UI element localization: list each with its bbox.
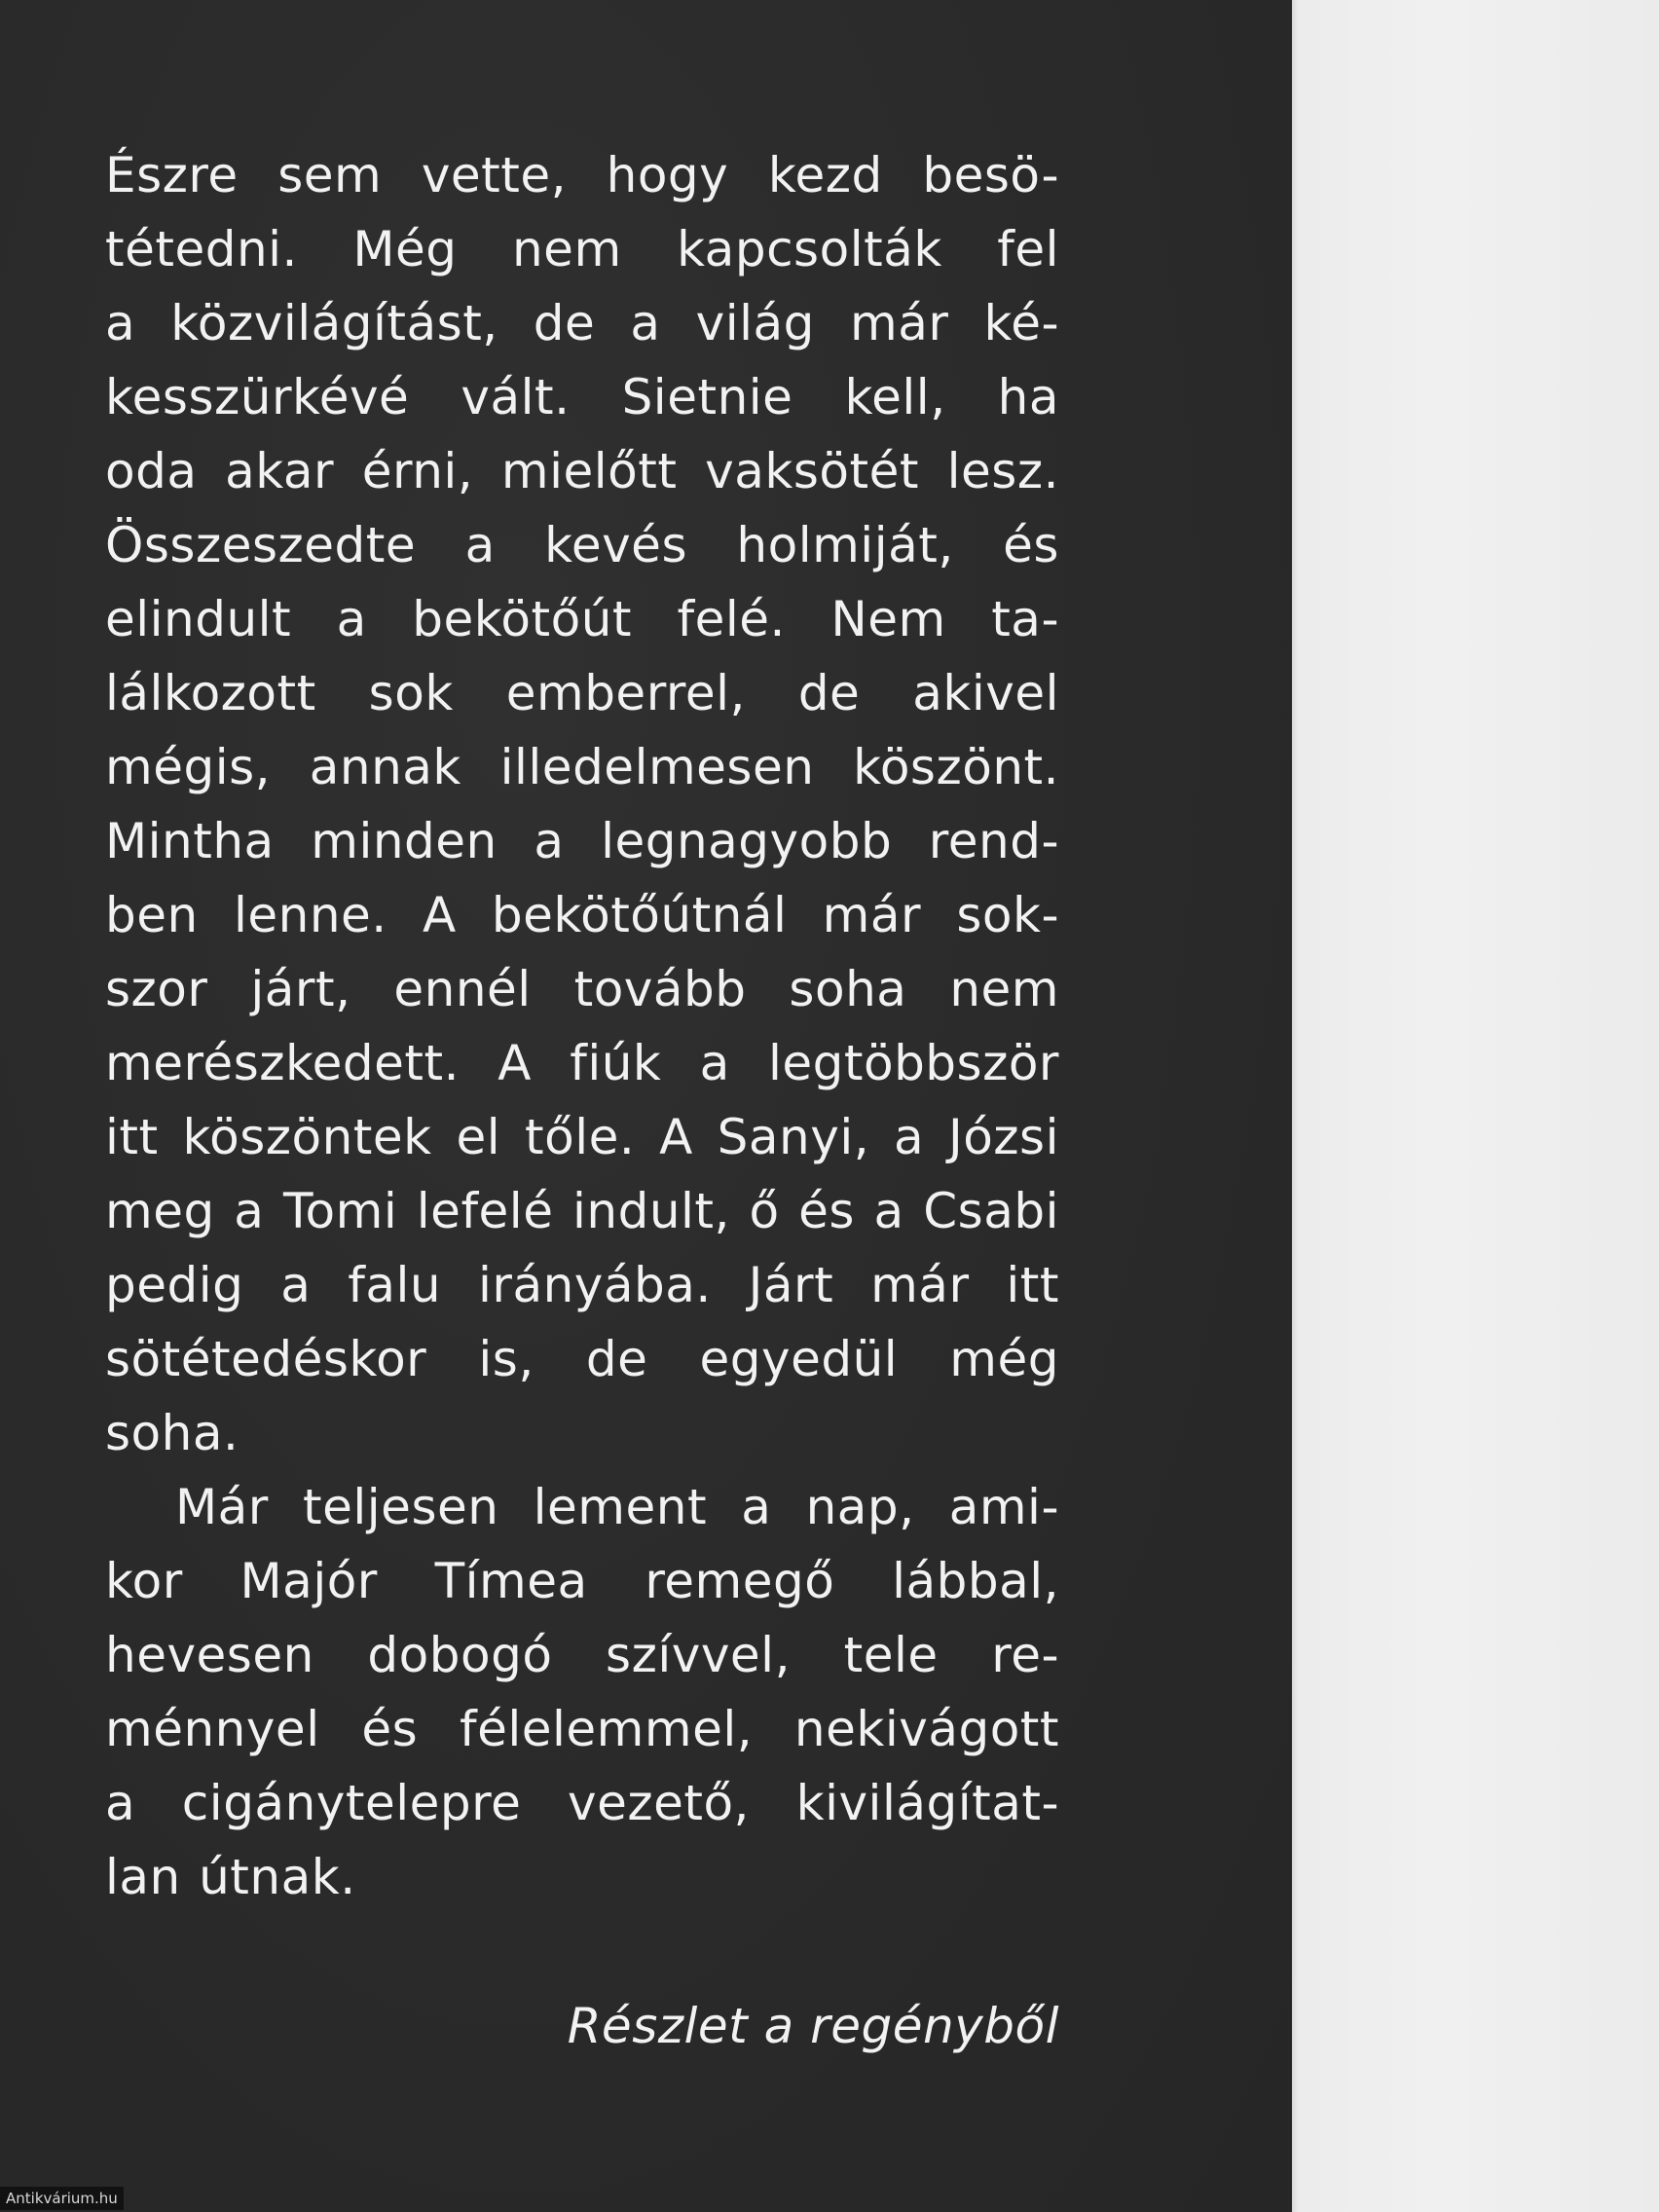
excerpt-source-note: Részlet a regényből: [567, 1998, 1059, 2054]
paragraph: [105, 1470, 1059, 1914]
text-line: Már teljesen lement a nap, ami-: [175, 1479, 1059, 1535]
background-surface: [1292, 0, 1659, 2212]
text-line: sötétedéskor is, de egyedül még: [105, 1331, 1059, 1387]
text-line: tétedni. Még nem kapcsolták fel: [105, 221, 1059, 277]
paragraph: [105, 138, 1059, 1470]
text-line: kor Majór Tímea remegő lábbal,: [105, 1553, 1059, 1609]
text-line: lálkozott sok emberrel, de akivel: [105, 665, 1059, 721]
text-line: soha.: [105, 1405, 240, 1461]
excerpt-text: [105, 138, 1059, 1914]
watermark: Antikvárium.hu: [0, 2187, 124, 2210]
text-line: a cigánytelepre vezető, kivilágítat-: [105, 1775, 1059, 1831]
text-line: szor járt, ennél tovább soha nem: [105, 961, 1059, 1017]
text-line: itt köszöntek el tőle. A Sanyi, a Józsi: [105, 1109, 1059, 1165]
text-line: Mintha minden a legnagyobb rend-: [105, 813, 1059, 869]
text-line: oda akar érni, mielőtt vaksötét lesz.: [105, 443, 1059, 499]
text-line: mégis, annak illedelmesen köszönt.: [105, 739, 1059, 795]
text-line: meg a Tomi lefelé indult, ő és a Csabi: [105, 1183, 1059, 1239]
text-line: pedig a falu irányába. Járt már itt: [105, 1257, 1059, 1313]
text-line: ménnyel és félelemmel, nekivágott: [105, 1701, 1059, 1757]
text-line: a közvilágítást, de a világ már ké-: [105, 295, 1059, 351]
text-line: ben lenne. A bekötőútnál már sok-: [105, 887, 1059, 943]
text-line: Összeszedte a kevés holmiját, és: [105, 517, 1059, 573]
text-line: hevesen dobogó szívvel, tele re-: [105, 1627, 1059, 1683]
text-line: lan útnak.: [105, 1849, 356, 1905]
text-line: elindult a bekötőút felé. Nem ta-: [105, 591, 1059, 647]
text-line: kesszürkévé vált. Sietnie kell, ha: [105, 369, 1059, 425]
text-line: Észre sem vette, hogy kezd besö-: [105, 147, 1059, 203]
text-line: merészkedett. A fiúk a legtöbbször: [105, 1035, 1059, 1091]
